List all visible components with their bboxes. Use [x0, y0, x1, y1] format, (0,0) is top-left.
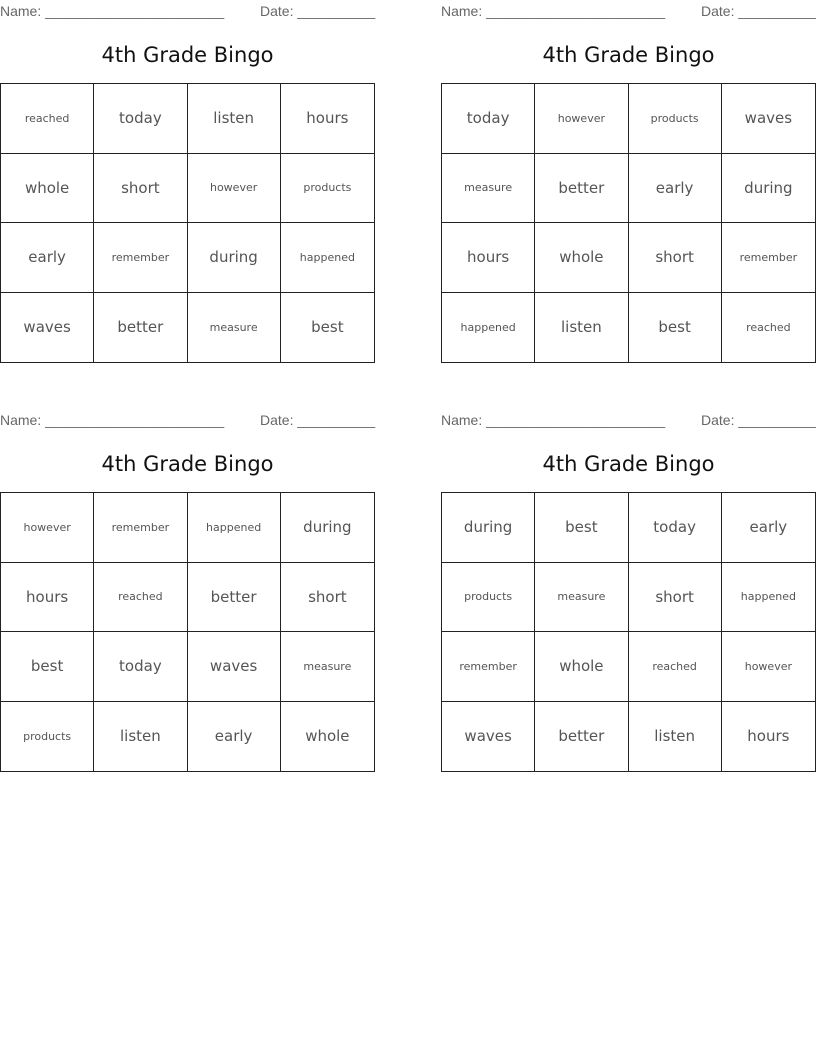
bingo-cell[interactable]: during: [442, 493, 535, 563]
bingo-cell[interactable]: waves: [188, 632, 281, 702]
bingo-cell[interactable]: remember: [94, 223, 187, 293]
bingo-cell[interactable]: however: [1, 493, 94, 563]
bingo-cell[interactable]: best: [1, 632, 94, 702]
bingo-cell[interactable]: listen: [535, 293, 628, 363]
bingo-cell[interactable]: reached: [629, 632, 722, 702]
name-field[interactable]: Name: _______________________: [0, 412, 225, 428]
bingo-cell[interactable]: early: [629, 154, 722, 224]
bingo-cell[interactable]: today: [94, 84, 187, 154]
bingo-grid: [0, 492, 375, 772]
bingo-cell[interactable]: listen: [629, 702, 722, 772]
bingo-cell[interactable]: reached: [746, 320, 791, 334]
bingo-cell[interactable]: waves: [722, 84, 815, 154]
bingo-cell[interactable]: listen: [94, 702, 187, 772]
bingo-cell[interactable]: hours: [442, 223, 535, 293]
bingo-grid: [441, 492, 816, 772]
bingo-cell[interactable]: happened: [722, 563, 815, 633]
bingo-cell[interactable]: reached: [1, 84, 94, 154]
bingo-cell[interactable]: better: [535, 154, 628, 224]
bingo-cell[interactable]: products: [1, 702, 94, 772]
bingo-cell[interactable]: whole: [305, 727, 350, 746]
bingo-cell[interactable]: early: [188, 702, 281, 772]
bingo-cell[interactable]: better: [535, 702, 628, 772]
bingo-grid: [441, 83, 816, 363]
bingo-grid: [0, 83, 375, 363]
bingo-cell[interactable]: short: [629, 223, 722, 293]
bingo-cell[interactable]: however: [535, 84, 628, 154]
card-title: 4th Grade Bingo: [542, 452, 715, 476]
bingo-cell[interactable]: best: [311, 318, 344, 337]
name-field[interactable]: Name: _______________________: [441, 3, 666, 19]
bingo-cell[interactable]: measure: [442, 154, 535, 224]
bingo-cell[interactable]: however: [722, 632, 815, 702]
bingo-cell[interactable]: measure: [535, 563, 628, 633]
bingo-cell[interactable]: products: [442, 563, 535, 633]
bingo-cell[interactable]: short: [629, 563, 722, 633]
bingo-cell[interactable]: remember: [94, 493, 187, 563]
bingo-cell[interactable]: reached: [94, 563, 187, 633]
bingo-card-2: [441, 0, 816, 372]
bingo-cell[interactable]: best: [629, 293, 722, 363]
bingo-cell[interactable]: better: [188, 563, 281, 633]
name-field[interactable]: Name: _______________________: [441, 412, 666, 428]
bingo-cell[interactable]: today: [94, 632, 187, 702]
date-field[interactable]: Date: __________: [260, 412, 376, 428]
bingo-cell[interactable]: however: [188, 154, 281, 224]
bingo-cell[interactable]: happened: [281, 223, 374, 293]
bingo-cell[interactable]: during: [281, 493, 374, 563]
bingo-cell[interactable]: early: [722, 493, 815, 563]
bingo-cell[interactable]: today: [442, 84, 535, 154]
bingo-cell[interactable]: remember: [442, 632, 535, 702]
bingo-cell[interactable]: whole: [1, 154, 94, 224]
name-field[interactable]: Name: _______________________: [0, 3, 225, 19]
bingo-cell[interactable]: better: [94, 293, 187, 363]
bingo-cell[interactable]: hours: [1, 563, 94, 633]
bingo-card-3: [0, 409, 375, 781]
bingo-cell[interactable]: during: [722, 154, 815, 224]
card-title: 4th Grade Bingo: [101, 452, 274, 476]
bingo-cell[interactable]: short: [281, 563, 374, 633]
bingo-cell[interactable]: listen: [188, 84, 281, 154]
card-title: 4th Grade Bingo: [101, 43, 274, 67]
bingo-cell[interactable]: whole: [535, 223, 628, 293]
bingo-cell[interactable]: happened: [442, 293, 535, 363]
bingo-cell[interactable]: products: [629, 84, 722, 154]
bingo-cell[interactable]: measure: [281, 632, 374, 702]
bingo-card-1: [0, 0, 375, 372]
bingo-cell[interactable]: measure: [188, 293, 281, 363]
bingo-cell[interactable]: best: [535, 493, 628, 563]
bingo-card-4: [441, 409, 816, 781]
bingo-cell[interactable]: early: [1, 223, 94, 293]
date-field[interactable]: Date: __________: [701, 412, 816, 428]
bingo-cell[interactable]: waves: [442, 702, 535, 772]
bingo-cell[interactable]: during: [188, 223, 281, 293]
bingo-cell[interactable]: hours: [281, 84, 374, 154]
bingo-cell[interactable]: waves: [1, 293, 94, 363]
card-title: 4th Grade Bingo: [542, 43, 715, 67]
bingo-cell[interactable]: happened: [188, 493, 281, 563]
bingo-cell[interactable]: remember: [722, 223, 815, 293]
bingo-cell[interactable]: short: [94, 154, 187, 224]
bingo-cell[interactable]: today: [629, 493, 722, 563]
date-field[interactable]: Date: __________: [260, 3, 376, 19]
bingo-cell[interactable]: hours: [747, 727, 790, 746]
bingo-cell[interactable]: whole: [535, 632, 628, 702]
bingo-cell[interactable]: products: [281, 154, 374, 224]
date-field[interactable]: Date: __________: [701, 3, 816, 19]
